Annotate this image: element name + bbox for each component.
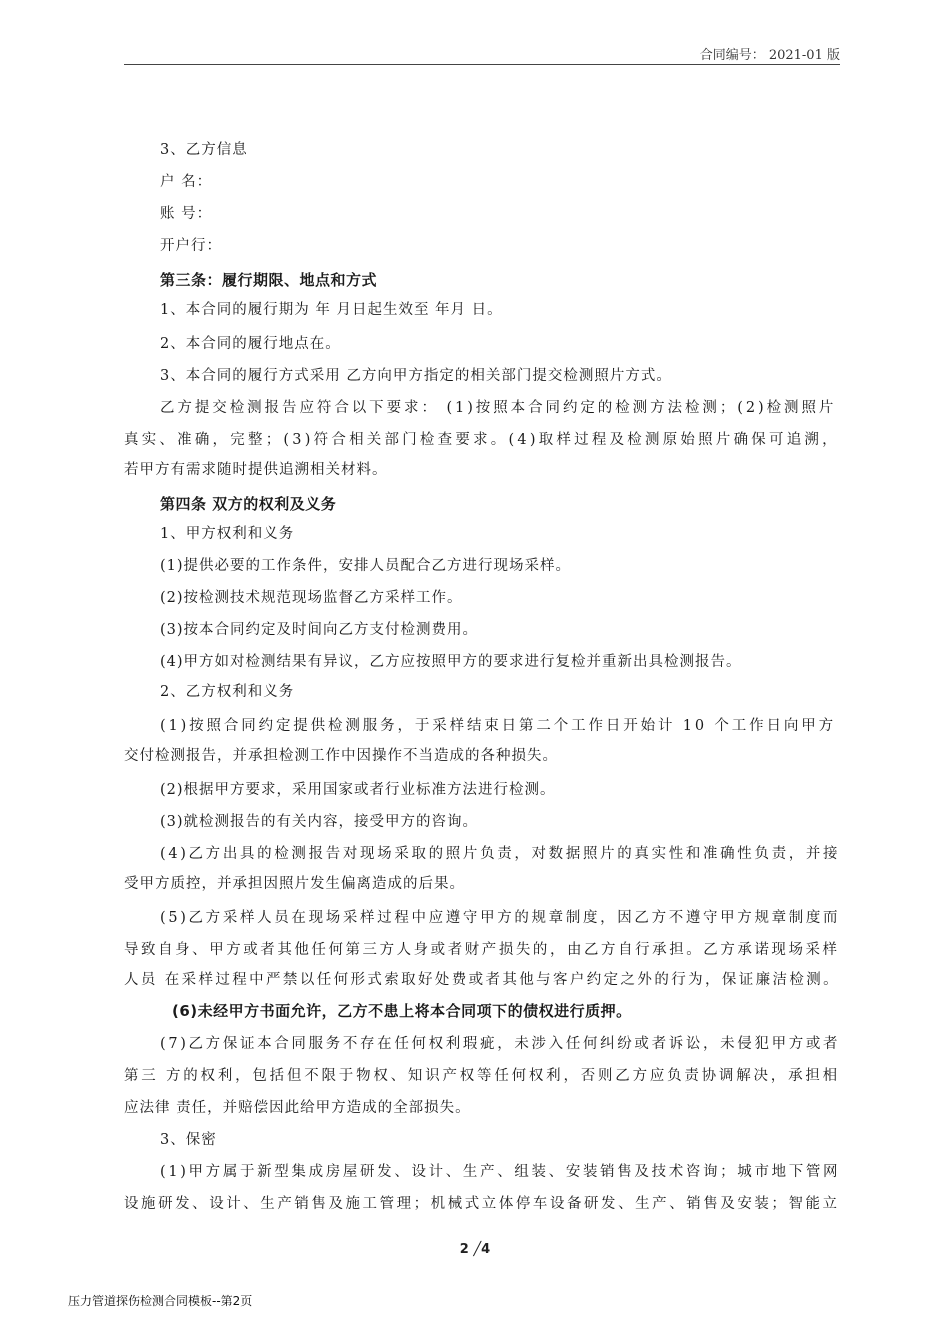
paragraph-line: 乙方提交检测报告应符合以下要求： (1)按照本合同约定的检测方法检测；(2)检测照片 xyxy=(160,400,837,416)
paragraph-line-bold: (6)未经甲方书面允许，乙方不患上将本合同项下的债权进行质押。 xyxy=(172,1002,632,1020)
section-heading: 3、乙方信息 xyxy=(160,142,248,158)
article-three-title: 第三条：履行期限、地点和方式 xyxy=(160,271,378,289)
paragraph-line: 真实、准确，完整；(3)符合相关部门检查要求。(4)取样过程及检测原始照片确保可追溯， xyxy=(124,432,840,448)
paragraph-line: (3)按本合同约定及时间向乙方支付检测费用。 xyxy=(160,622,479,638)
paragraph-line: 人员 在采样过程中严禁以任何形式索取好处费或者其他与客户约定之外的行为，保证廉洁检测。 xyxy=(124,972,841,988)
page-footer: 压力管道探伤检测合同模板--第2页 xyxy=(68,1294,253,1308)
paragraph-line: 2、本合同的履行地点在。 xyxy=(160,336,341,352)
paragraph-line: (1)按照合同约定提供检测服务，于采样结束日第二个工作日开始计 10 个工作日向甲方 xyxy=(160,718,836,734)
paragraph-line: (5)乙方采样人员在现场采样过程中应遵守甲方的规章制度，因乙方不遵守甲方规章制度而 xyxy=(160,910,841,926)
paragraph-line: (2)按检测技术规范现场监督乙方采样工作。 xyxy=(160,590,463,606)
paragraph-line: (3)就检测报告的有关内容，接受甲方的咨询。 xyxy=(160,814,479,830)
paragraph-line: 受甲方质控，并承担因照片发生偏离造成的后果。 xyxy=(124,876,465,892)
account-name-label: 户 名： xyxy=(160,174,213,190)
paragraph-line: 1、甲方权利和义务 xyxy=(160,526,295,542)
paragraph-line: (1)提供必要的工作条件，安排人员配合乙方进行现场采样。 xyxy=(160,558,572,574)
paragraph-line: (7)乙方保证本合同服务不存在任何权利瑕疵，未涉入任何纠纷或者诉讼，未侵犯甲方或者 xyxy=(160,1036,841,1052)
paragraph-line: 导致自身、甲方或者其他任何第三方人身或者财产损失的，由乙方自行承担。乙方承诺现场采样 xyxy=(124,942,840,958)
paragraph-line: (2)根据甲方要求，采用国家或者行业标准方法进行检测。 xyxy=(160,782,556,798)
paragraph-line: 若甲方有需求随时提供追溯相关材料。 xyxy=(124,462,388,478)
paragraph-line: 设施研发、设计、生产销售及施工管理；机械式立体停车设备研发、生产、销售及安装；智能立 xyxy=(124,1196,840,1212)
bank-label: 开户行： xyxy=(160,238,222,254)
paragraph-line: (1)甲方属于新型集成房屋研发、设计、生产、组装、安装销售及技术咨询；城市地下管网 xyxy=(160,1164,841,1180)
paragraph-line: 1、本合同的履行期为 年 月日起生效至 年月 日。 xyxy=(160,302,503,318)
paragraph-line: 应法律 责任，并赔偿因此给甲方造成的全部损失。 xyxy=(124,1100,471,1116)
article-four-title: 第四条 双方的权利及义务 xyxy=(160,495,337,513)
page-number: 2 ╱4 xyxy=(459,1242,491,1257)
account-number-label: 账 号： xyxy=(160,206,213,222)
paragraph-line: 交付检测报告，并承担检测工作中因操作不当造成的各种损失。 xyxy=(124,748,558,764)
page-header: 合同编号： 2021-01 版 xyxy=(124,44,840,65)
paragraph-line: 2、乙方权利和义务 xyxy=(160,684,295,700)
paragraph-line: 3、保密 xyxy=(160,1132,217,1148)
paragraph-line: 3、本合同的履行方式采用 乙方向甲方指定的相关部门提交检测照片方式。 xyxy=(160,368,672,384)
paragraph-line: (4)乙方出具的检测报告对现场采取的照片负责，对数据照片的真实性和准确性负责，并接 xyxy=(160,846,841,862)
paragraph-line: 第三 方的权利，包括但不限于物权、知识产权等任何权利，否则乙方应负责协调解决，承担相 xyxy=(124,1068,840,1084)
paragraph-line: (4)甲方如对检测结果有异议，乙方应按照甲方的要求进行复检并重新出具检测报告。 xyxy=(160,654,742,670)
